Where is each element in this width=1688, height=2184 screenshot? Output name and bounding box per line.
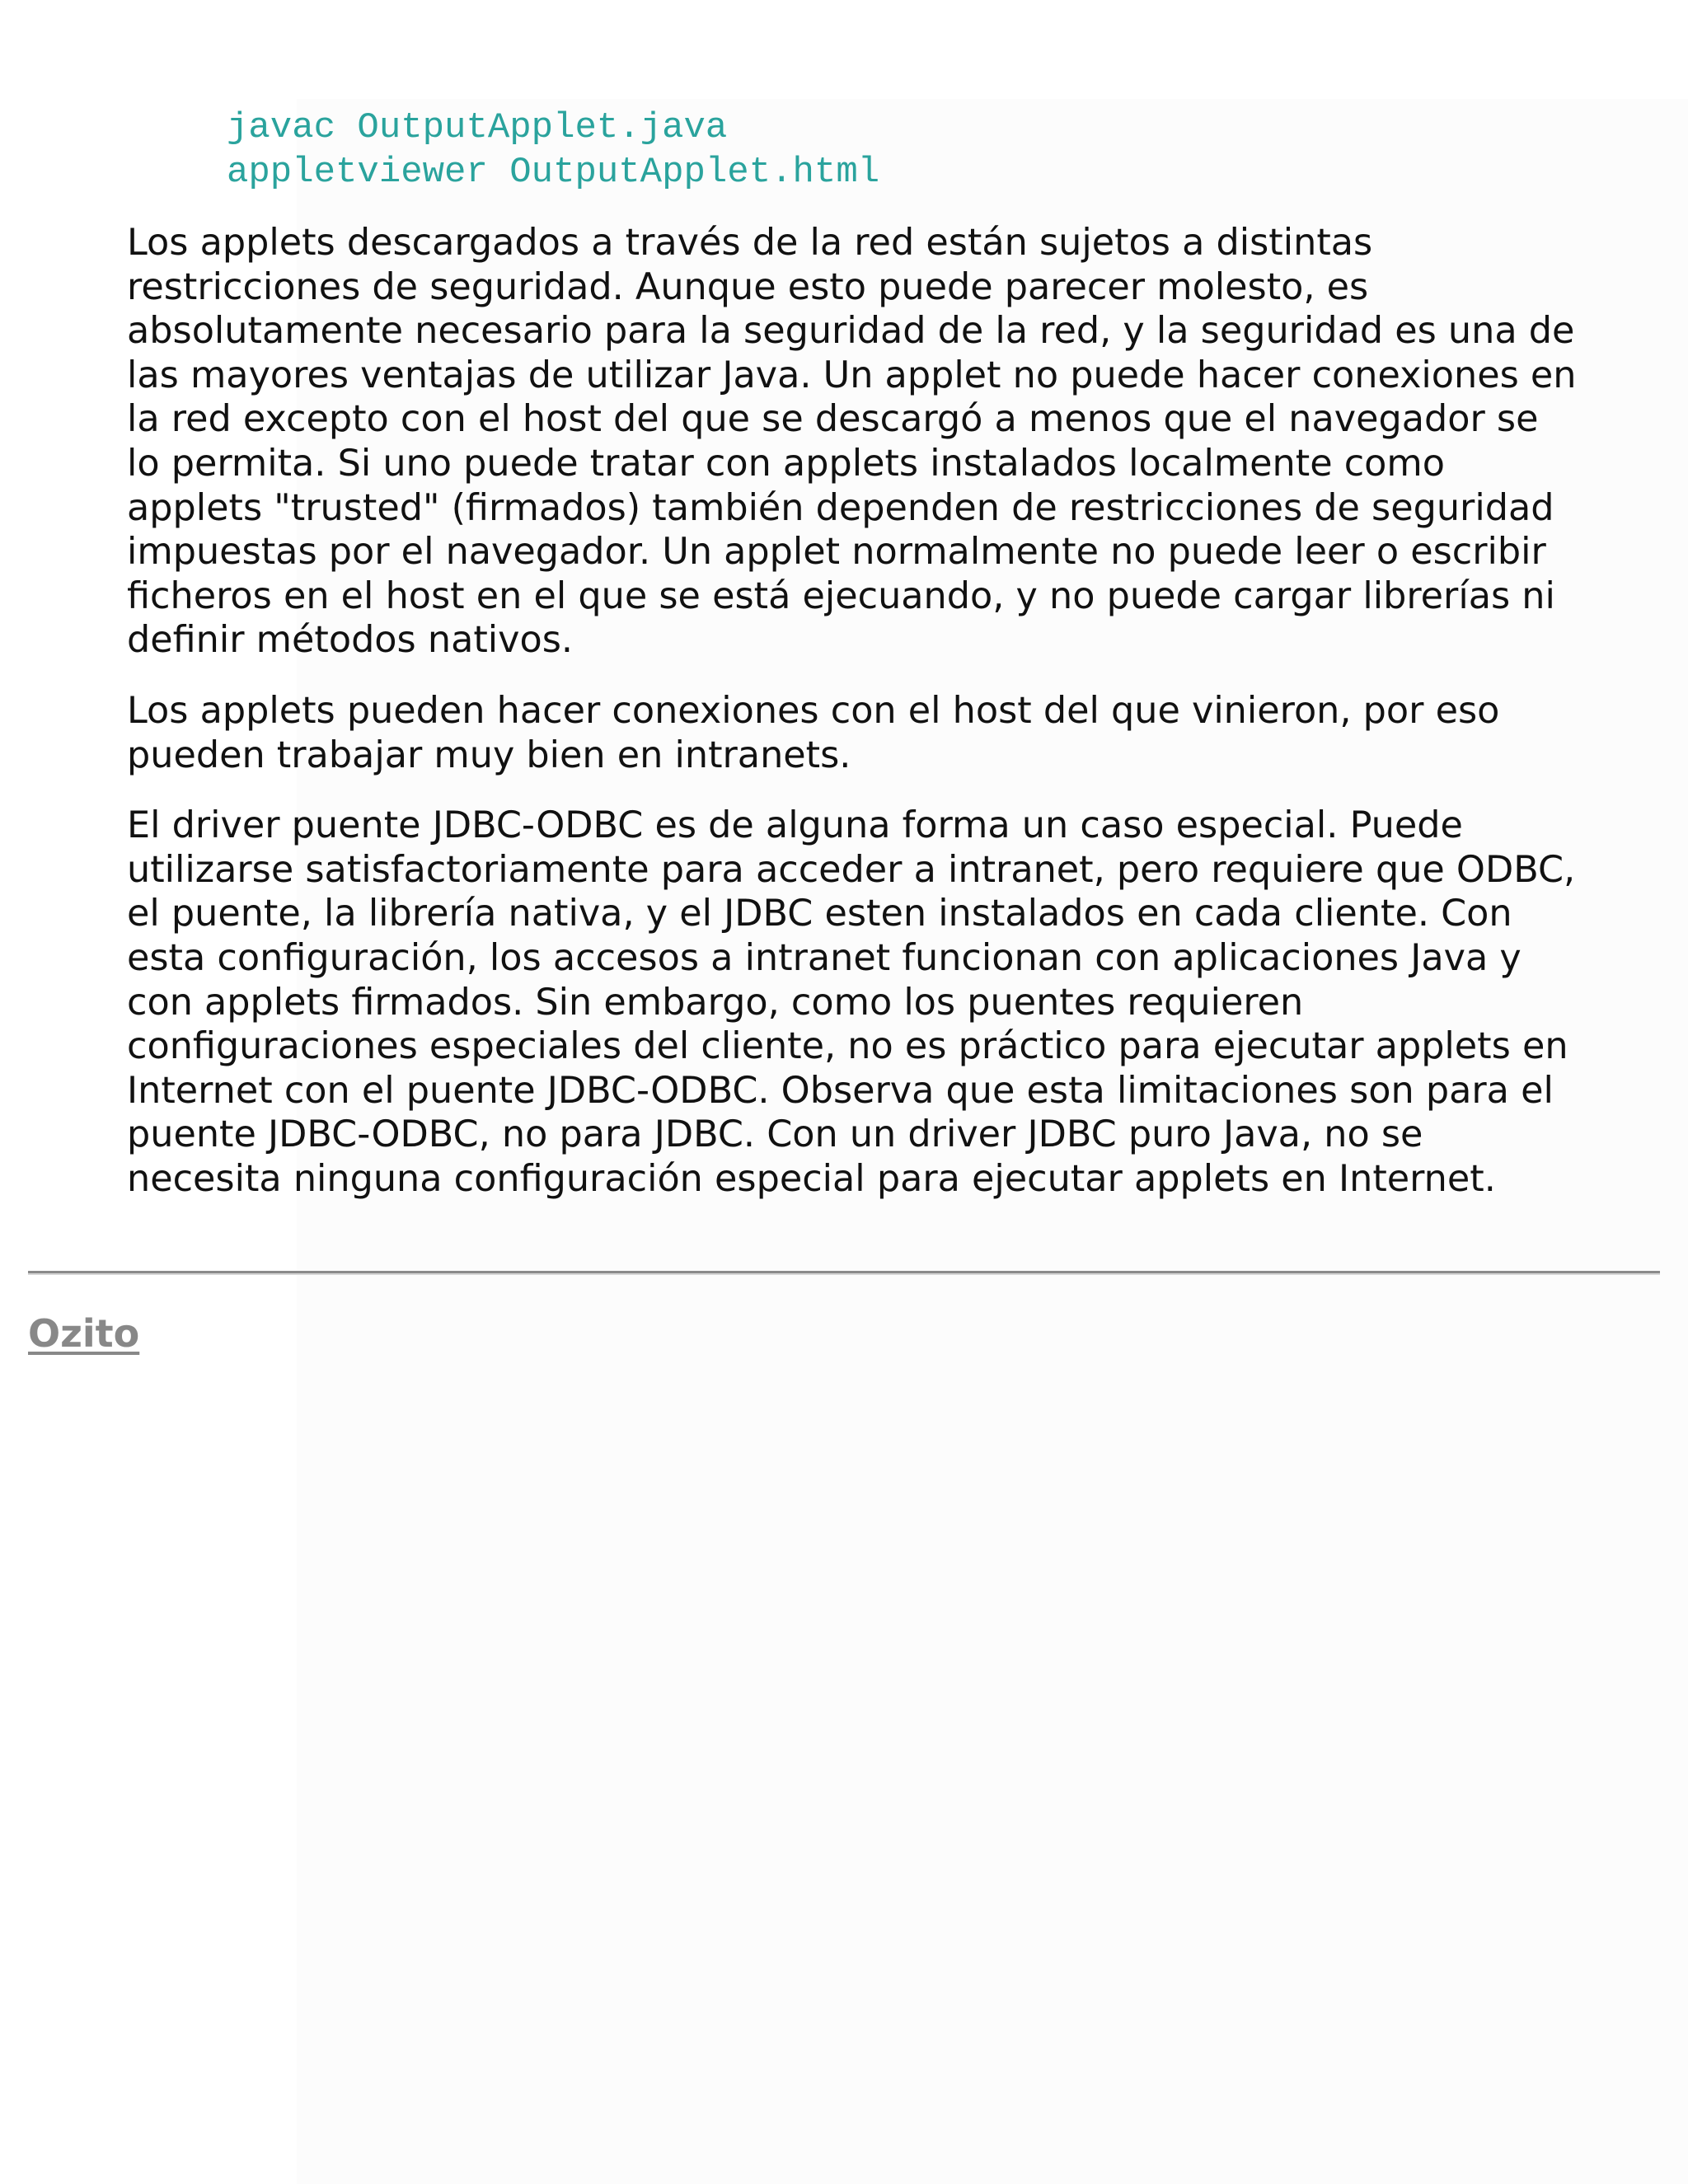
ozito-link[interactable]: Ozito	[28, 1311, 140, 1356]
horizontal-rule	[28, 1271, 1660, 1275]
paragraph-intranets: Los applets pueden hacer conexiones con el host del que vinieron, por eso pueden trabajar muy bien en intranets.	[127, 689, 1500, 776]
body-text	[127, 221, 1578, 1227]
code-line: appletviewer OutputApplet.html	[227, 152, 880, 193]
paragraph-jdbc-odbc-bridge: El driver puente JDBC-ODBC es de alguna forma un caso especial. Puede utilizarse satisfactoriamente para acceder a intranet, pero requiere que ODBC, el puente, la librería nativa, y el JDBC esten instalados en cada cliente. Con esta configuración, los accesos a intranet funcionan con aplicaciones Java y con applets firmados. Sin embargo, como los puentes requieren configuraciones especiales del cliente, no es práctico para ejecutar applets en Internet con el puente JDBC-ODBC. Observa que esta limitaciones son para el puente JDBC-ODBC, no para JDBC. Con un driver JDBC puro Java, no se necesita ninguna configuración especial para ejecutar applets en Internet.	[127, 804, 1576, 1200]
code-line: javac OutputApplet.java	[227, 107, 728, 148]
paragraph-security-restrictions: Los applets descargados a través de la red están sujetos a distintas restricciones de seguridad. Aunque esto puede parecer molesto, es absolutamente necesario para la seguridad de la red, y la seguridad es una de las mayores ventajas de utilizar Java. Un applet no puede hacer conexiones en la red excepto con el host del que se descargó a menos que el navegador se lo permita. Si uno puede tratar con applets instalados localmente como applets "trusted" (firmados) también dependen de restricciones de seguridad impuestas por el navegador. Un applet normalmente no puede leer o escribir ficheros en el host en el que se está ejecuando, y no puede cargar librerías ni definir métodos nativos.	[127, 222, 1577, 662]
code-block	[227, 105, 879, 194]
